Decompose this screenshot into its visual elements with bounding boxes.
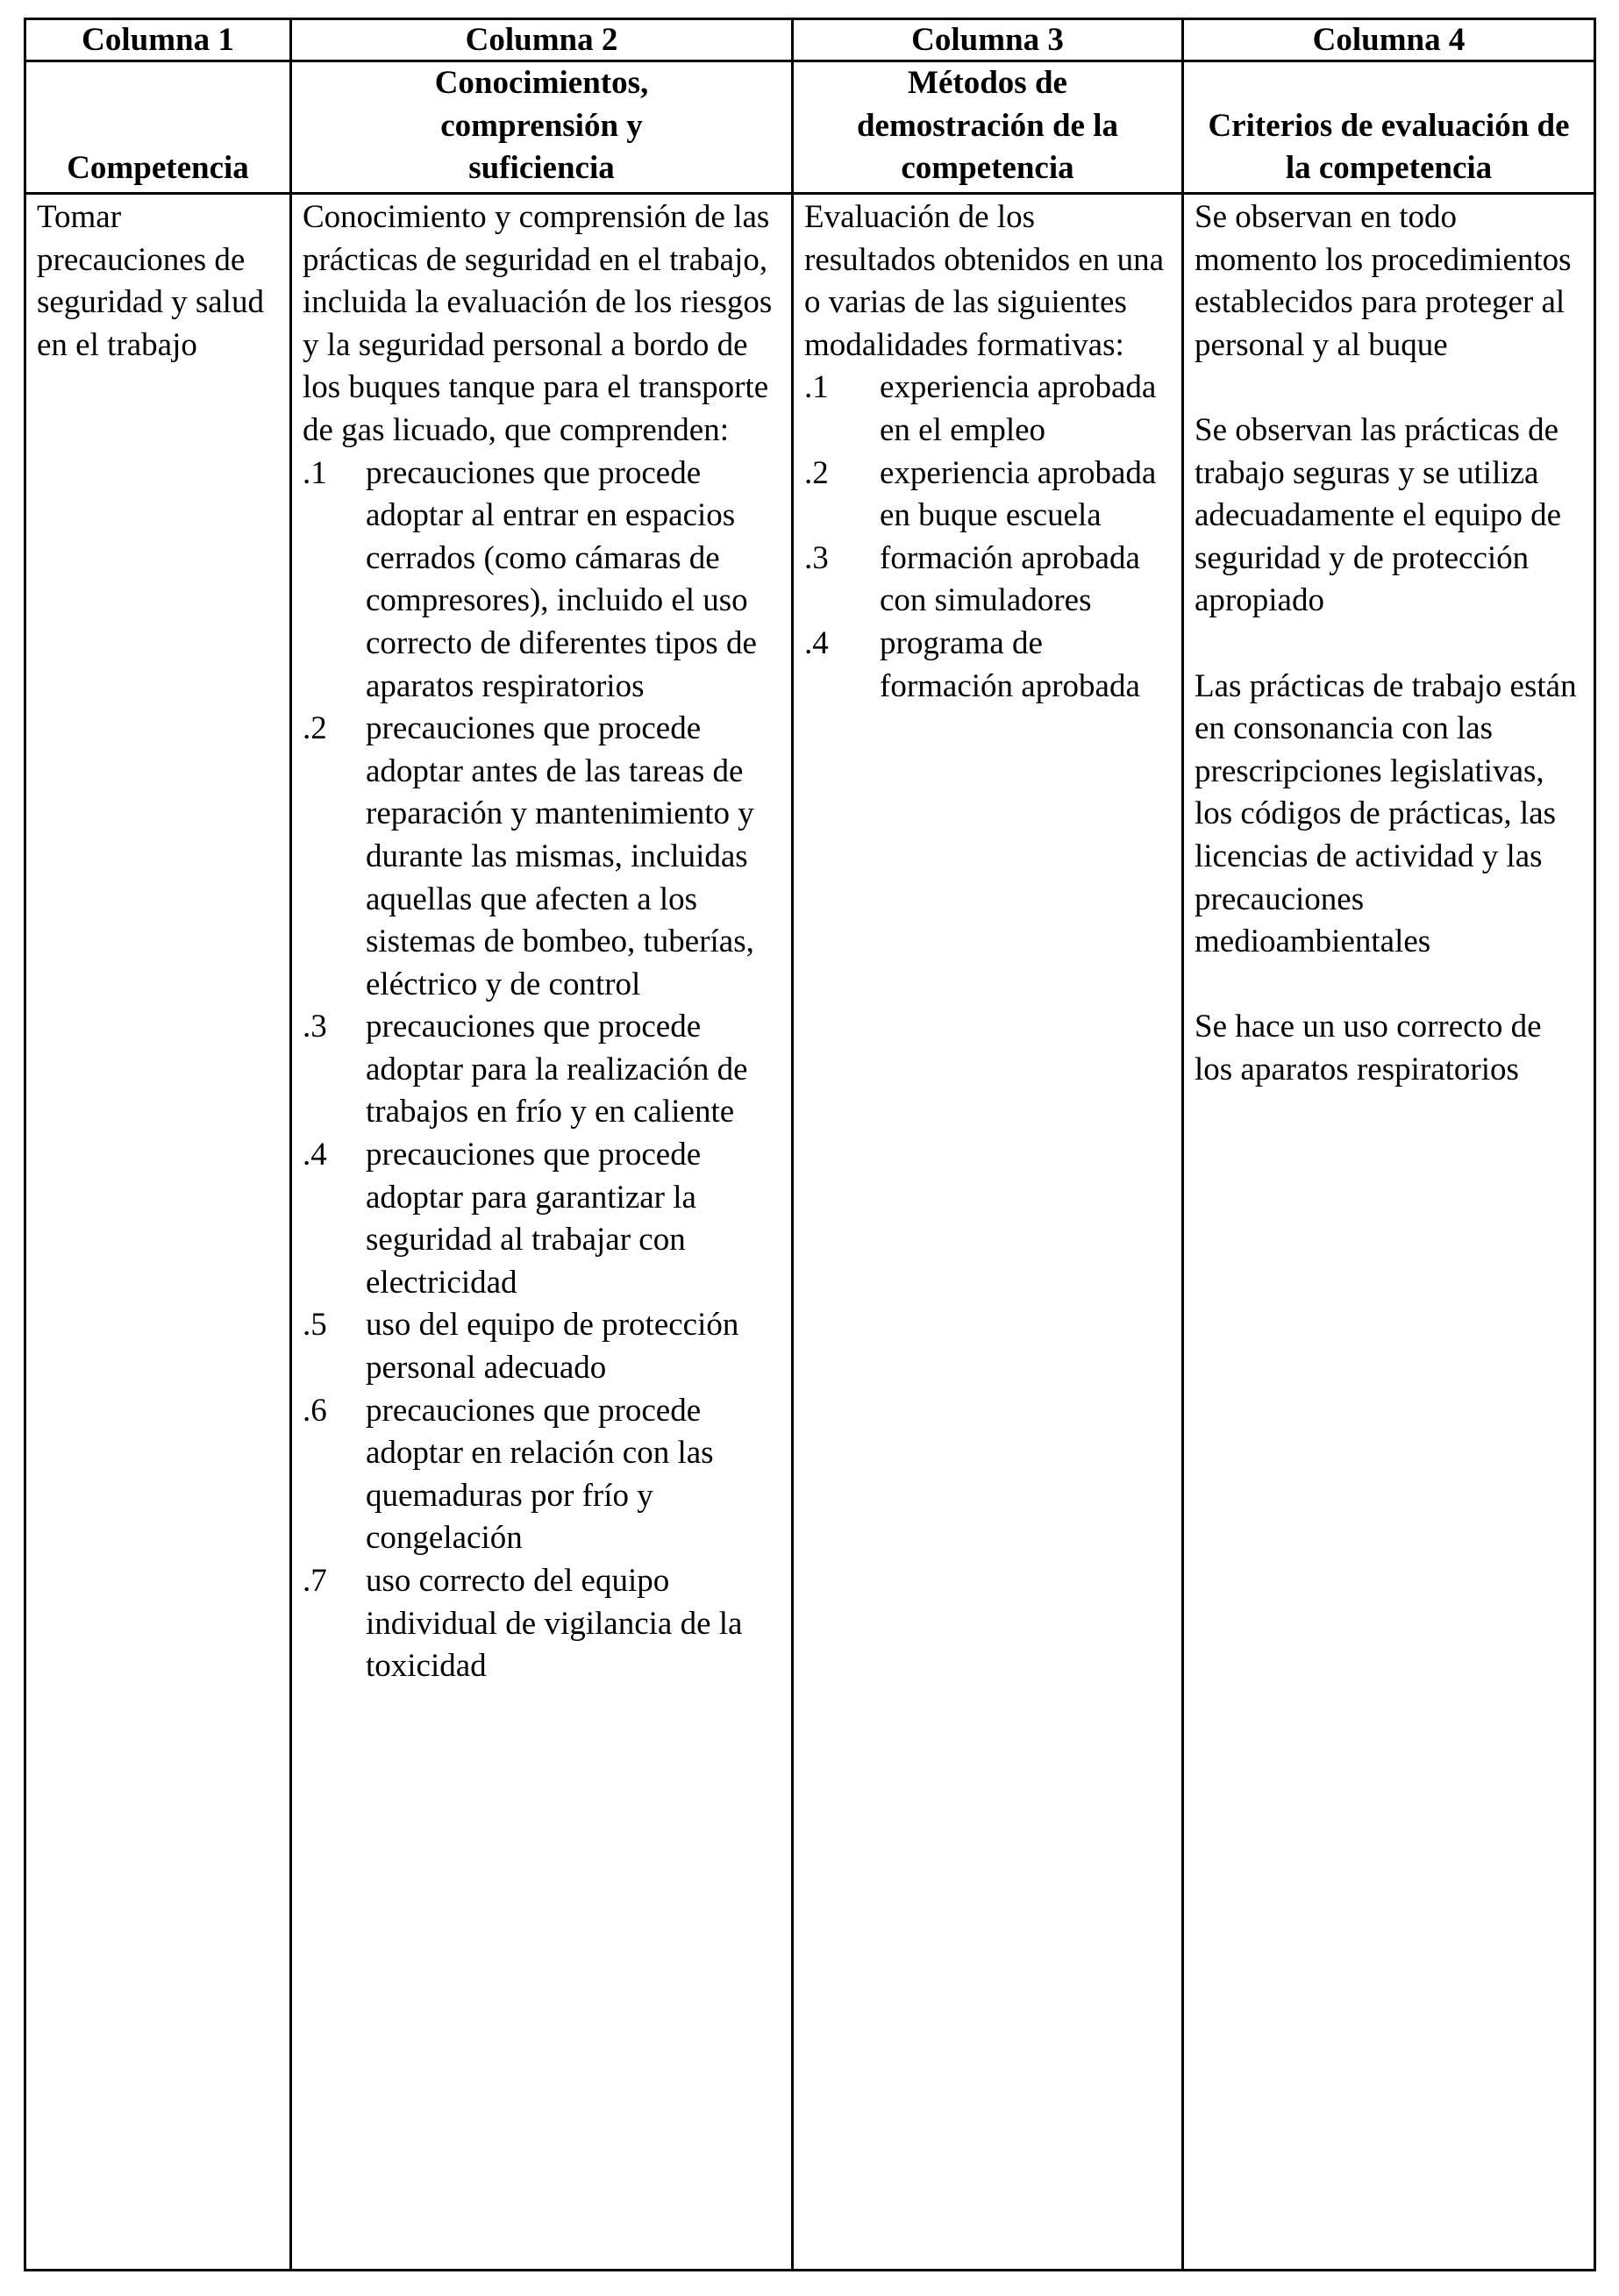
knowledge-item: [303, 453, 781, 709]
methods-item: [804, 538, 1171, 623]
item-number: .1: [303, 454, 327, 491]
knowledge-heading-text: Conocimientos, comprensión y suficiencia: [434, 65, 649, 187]
item-text: programa de formación aprobada: [880, 624, 1140, 704]
item-number: .1: [804, 369, 829, 406]
item-number: .7: [303, 1563, 327, 1599]
item-text: precauciones que procede adoptar al entrar en espacios cerrados (como cámaras de compresores), incluido el uso correcto de diferentes tipos de aparatos respiratorios: [366, 454, 757, 704]
column-3-number: Columna 3: [793, 19, 1183, 61]
item-number: .2: [804, 454, 829, 491]
methods-item: [804, 367, 1171, 452]
knowledge-intro: Conocimiento y comprensión de las prácticas de seguridad en el trabajo, incluida la evaluación de los riesgos y la seguridad personal a bordo de los buques tanque para el transporte de gas licuado, que comprenden:: [303, 199, 773, 448]
competence-cell: [25, 194, 291, 2271]
item-number: .5: [303, 1307, 327, 1344]
item-text: precauciones que procede adoptar para garantizar la seguridad al trabajar con electricidad: [366, 1137, 702, 1301]
knowledge-item: [303, 1006, 781, 1134]
competence-text: Tomar precauciones de seguridad y salud en el trabajo: [37, 199, 264, 363]
item-number: .3: [804, 539, 829, 576]
item-number: .6: [303, 1392, 327, 1429]
column-4-number: Columna 4: [1183, 19, 1595, 61]
criteria-text: Se observan las prácticas de trabajo seguras y se utiliza adecuadamente el equipo de seguridad y de protección apropiado: [1195, 411, 1562, 619]
methods-heading-text: Métodos de demostración de la competencia: [856, 65, 1119, 187]
knowledge-cell: [291, 194, 793, 2271]
methods-intro: Evaluación de los resultados obtenidos en una o varias de las siguientes modalidades formativas:: [804, 199, 1164, 363]
column-2-number: Columna 2: [291, 19, 793, 61]
criteria-text: Las prácticas de trabajo están en consonancia con las prescripciones legislativas, los códigos de prácticas, las licencias de actividad y las precauciones medioambientales: [1195, 667, 1577, 960]
item-text: uso del equipo de protección personal adecuado: [366, 1307, 739, 1387]
criteria-cell: [1183, 194, 1595, 2271]
item-text: uso correcto del equipo individual de vigilancia de la toxicidad: [366, 1563, 743, 1685]
knowledge-item: [303, 1390, 781, 1560]
item-number: .4: [303, 1137, 327, 1173]
item-text: precauciones que procede adoptar antes de las tareas de reparación y mantenimiento y durante las mismas, incluidas aquellas que afecten a los sistemas de bombeo, tuberías, eléctrico y de control: [366, 710, 754, 1002]
methods-item: [804, 623, 1171, 708]
knowledge-item: [303, 1134, 781, 1304]
methods-heading: [793, 61, 1183, 194]
column-1-number: Columna 1: [25, 19, 291, 61]
item-number: .3: [303, 1009, 327, 1045]
knowledge-heading: [291, 61, 793, 194]
knowledge-item: [303, 1560, 781, 1688]
criteria-text: Se observan en todo momento los procedimientos establecidos para proteger al personal y al buque: [1195, 199, 1572, 363]
criteria-heading: [1183, 61, 1595, 194]
column-heading-row: [25, 61, 1595, 194]
item-text: precauciones que procede adoptar en relación con las quemaduras por frío y congelación: [366, 1392, 714, 1557]
methods-cell: [793, 194, 1183, 2271]
competence-heading: Competencia: [25, 61, 291, 194]
item-text: experiencia aprobada en el empleo: [880, 369, 1157, 448]
item-number: .4: [804, 624, 829, 661]
item-text: formación aprobada con simuladores: [880, 539, 1140, 619]
competence-row: [25, 194, 1595, 2271]
methods-item: [804, 453, 1171, 538]
criteria-text: Se hace un uso correcto de los aparatos respiratorios: [1195, 1009, 1542, 1087]
criteria-heading-text: Criterios de evaluación de la competencia: [1208, 107, 1570, 187]
column-number-row: [25, 19, 1595, 61]
item-text: experiencia aprobada en buque escuela: [880, 454, 1157, 534]
knowledge-item: [303, 708, 781, 1006]
item-number: .2: [303, 710, 327, 747]
item-text: precauciones que procede adoptar para la realización de trabajos en frío y en caliente: [366, 1009, 748, 1130]
competence-table: [24, 18, 1596, 2271]
knowledge-item: [303, 1304, 781, 1389]
